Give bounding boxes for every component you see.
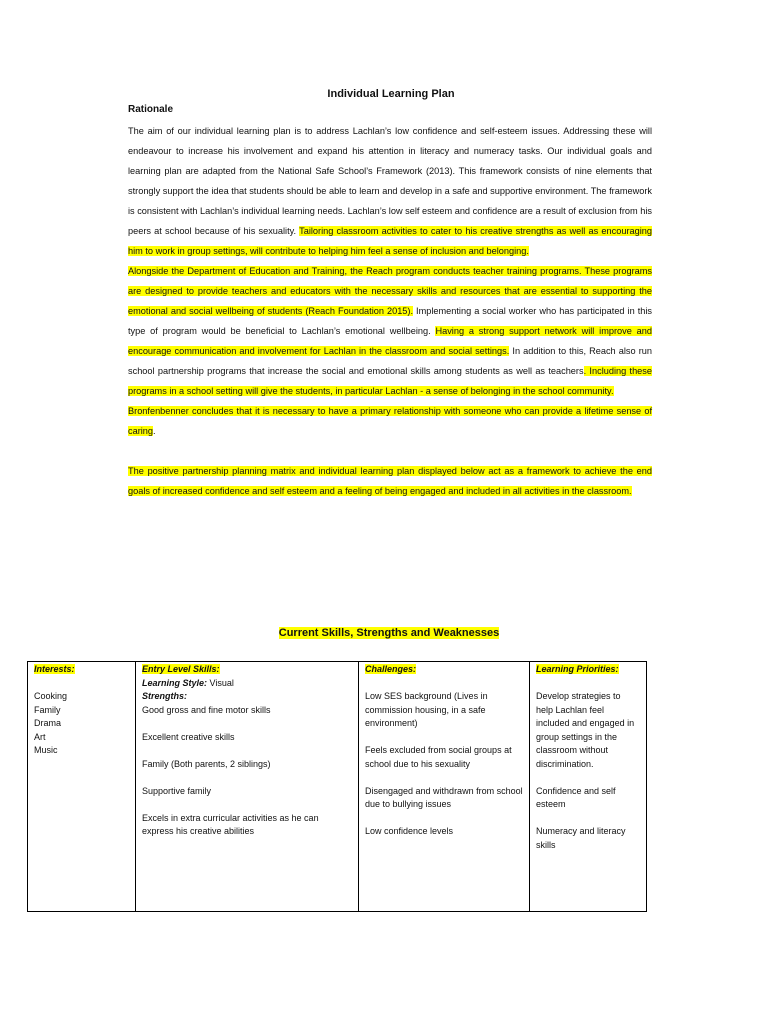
highlighted-text: Having a strong support network will improve and encourage communication and involvement for Lachlan in the classroom and social settings.: [128, 326, 652, 356]
body-paragraph: [128, 401, 652, 441]
line-spacer: [365, 731, 523, 745]
list-item: Family: [34, 704, 61, 715]
list-item: Low confidence levels: [365, 826, 454, 836]
strengths-label: Strengths:: [142, 691, 187, 701]
line-spacer: [536, 812, 640, 826]
list-item: Art: [34, 731, 46, 742]
line-spacer: [142, 744, 352, 758]
line-spacer: [365, 812, 523, 826]
rationale-heading: Rationale: [128, 104, 174, 115]
document-title: Individual Learning Plan: [327, 88, 455, 100]
interests-list: [34, 677, 129, 758]
list-item: Disengaged and withdrawn from school due to bullying issues: [365, 785, 523, 809]
highlighted-text: Tailoring classroom activities to cater to his creative strengths as well as encouraging him to work in group settings, will contribute to helping him feel a sense of inclusion and belonging.: [128, 226, 652, 256]
table-row: [28, 662, 647, 912]
learning-style-label: Learning Style:: [142, 677, 208, 688]
interests-heading: Interests:: [34, 664, 75, 674]
challenges-heading: Challenges:: [365, 664, 417, 674]
entry-level-skills-list: [142, 704, 352, 839]
list-item: Good gross and fine motor skills: [142, 704, 271, 715]
highlighted-text: Bronfenbenner concludes that it is necessary to have a primary relationship with someone who can provide a lifetime sense of caring: [128, 406, 652, 436]
list-item: Family (Both parents, 2 siblings): [142, 758, 271, 769]
list-item: Develop strategies to help Lachlan feel included and engaged in group settings in the classroom without discrimination.: [536, 691, 635, 769]
line-spacer: [536, 677, 640, 691]
entry-level-skills-heading: Entry Level Skills:: [142, 664, 220, 674]
line-spacer: [142, 717, 352, 731]
body-paragraph: [128, 261, 652, 401]
list-item: Excellent creative skills: [142, 731, 235, 742]
entry-level-skills-column: [136, 662, 359, 912]
line-spacer: [365, 677, 523, 691]
list-item: Supportive family: [142, 785, 212, 796]
learning-priorities-list: [536, 677, 640, 853]
body-text-segment: .: [153, 426, 156, 436]
paragraph-spacer: [128, 441, 652, 461]
skills-table: [27, 661, 647, 912]
body-text-segment: In addition to this, Reach also run school partnership programs that increase the social and emotional skills among students as well as teachers: [128, 346, 652, 376]
line-spacer: [142, 798, 352, 812]
line-spacer: [34, 677, 129, 691]
list-item: Drama: [34, 718, 62, 728]
section-heading: [0, 627, 768, 639]
line-spacer: [365, 771, 523, 785]
highlighted-text: The positive partnership planning matrix and individual learning plan displayed below act as a framework to achieve the end goals of increased confidence and self esteem and a feeling of being engaged and included in all activities in the classroom.: [128, 466, 652, 496]
body-paragraph: [128, 121, 652, 261]
list-item: Numeracy and literacy skills: [536, 826, 626, 850]
body-text-segment: The aim of our individual learning plan is to address Lachlan’s low confidence and self-esteem issues. Addressing these will endeavour to increase his involvement and expand his attention in literacy and numeracy tasks. Our individual goals and learning plan are adapted from the National Safe School’s Framework (2013). This framework consists of nine elements that strongly support the idea that students should be able to learn and develop in a safe and supportive environment. The framework is consistent with Lachlan’s individual learning needs. Lachlan’s low self esteem and confidence are a result of exclusion from his peers at school because of his sexuality.: [128, 126, 652, 236]
list-item: Low SES background (Lives in commission housing, in a safe environment): [365, 691, 488, 728]
line-spacer: [142, 771, 352, 785]
list-item: Music: [34, 745, 58, 755]
challenges-list: [365, 677, 523, 839]
list-item: Cooking: [34, 691, 68, 701]
body-paragraph: [128, 461, 652, 501]
challenges-column: [359, 662, 530, 912]
rationale-body: [128, 121, 652, 501]
highlighted-text: Alongside the Department of Education and Training, the Reach program conducts teacher training programs. These programs are designed to provide teachers and educators with the necessary skills and resources that are essential to supporting the emotional and social wellbeing of students (Reach Foundation 2015).: [128, 266, 652, 316]
learning-style-value: Visual: [207, 677, 234, 688]
list-item: Excels in extra curricular activities as he can express his creative abilities: [142, 812, 319, 836]
interests-column: [28, 662, 136, 912]
learning-priorities-column: [530, 662, 647, 912]
highlighted-text: . Including these programs in a school setting will give the students, in particular Lachlan - a sense of belonging in the school community.: [128, 366, 652, 396]
section-heading-text: Current Skills, Strengths and Weaknesses: [278, 627, 500, 639]
list-item: Feels excluded from social groups at school due to his sexuality: [365, 745, 512, 769]
list-item: Confidence and self esteem: [536, 785, 616, 809]
line-spacer: [536, 771, 640, 785]
learning-priorities-heading: Learning Priorities:: [536, 664, 619, 674]
body-text-segment: Implementing a social worker who has participated in this type of program would be beneficial to Lachlan’s emotional wellbeing.: [128, 306, 652, 336]
